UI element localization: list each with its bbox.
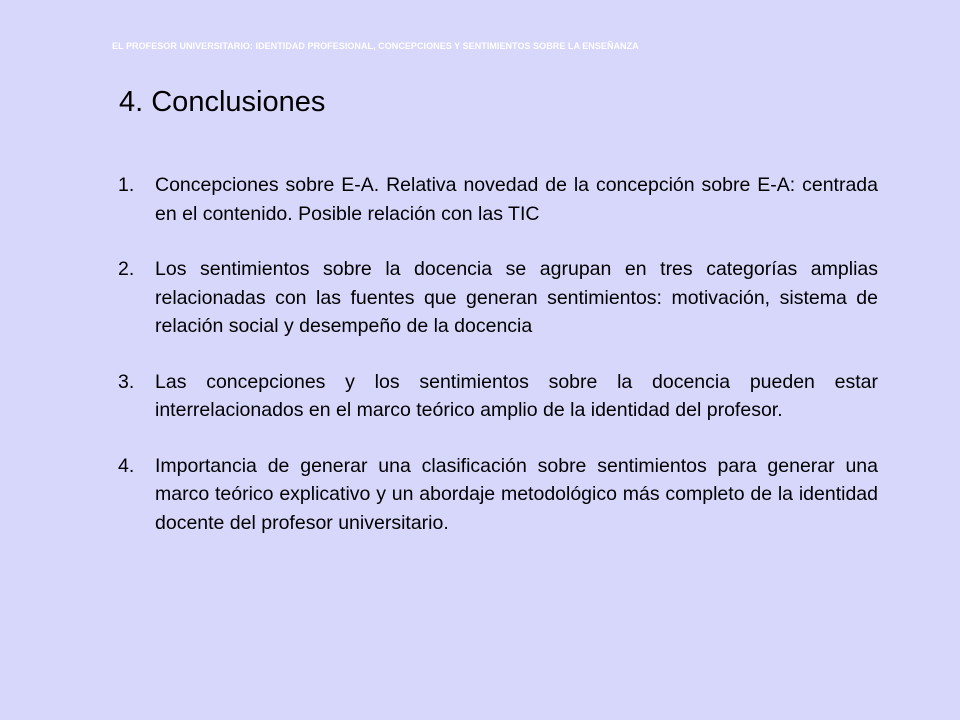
running-header: EL PROFESOR UNIVERSITARIO: IDENTIDAD PROFESIONAL, CONCEPCIONES Y SENTIMIENTOS SOBRE LA ENSEÑANZA [112,41,639,51]
list-item [118,171,878,228]
item-text: Importancia de generar una clasificación sobre sentimientos para generar una marco teórico explicativo y un abordaje metodológico más completo de la identidad docente del profesor universitario. [155,454,878,534]
item-number: 3. [118,370,135,393]
item-text: Las concepciones y los sentimientos sobre la docencia pueden estar interrelacionados en el marco teórico amplio de la identidad del profesor. [155,370,878,421]
list-item [118,255,878,341]
item-number: 4. [118,454,135,477]
list-item [118,368,878,425]
item-text: Los sentimientos sobre la docencia se agrupan en tres categorías amplias relacionadas con las fuentes que generan sentimientos: motivación, sistema de relación social y desempeño de la docencia [155,258,878,337]
item-text: Concepciones sobre E-A. Relativa novedad de la concepción sobre E-A: centrada en el contenido. Posible relación con las TIC [155,174,878,225]
item-number: 1. [118,174,135,196]
slide-title: 4. Conclusiones [119,86,326,118]
item-number: 2. [118,258,135,280]
list-item [118,452,878,538]
conclusions-list [118,171,878,564]
